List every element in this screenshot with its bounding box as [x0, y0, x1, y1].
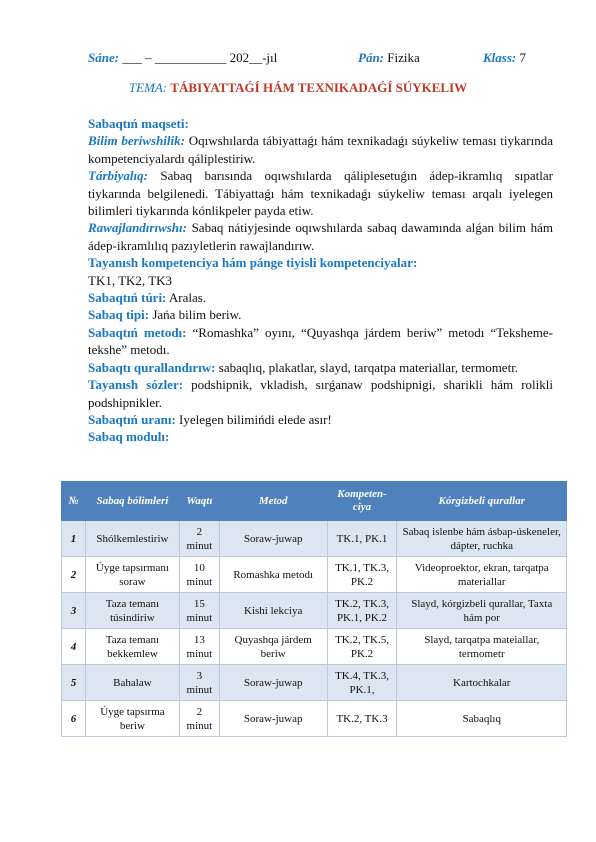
cell-number: 2	[62, 557, 86, 593]
lesson-type	[88, 306, 553, 323]
lesson-equipment	[88, 359, 553, 376]
cell-time: 2 minut	[179, 701, 219, 737]
cell-competency: TK.2, TK.3, PK.1, PK.2	[327, 593, 397, 629]
cell-section: Taza temanı túsindiriw	[85, 593, 179, 629]
cell-method: Romashka metodı	[219, 557, 327, 593]
goals-heading: Sabaqtıń maqseti:	[88, 116, 189, 131]
header-aids: Kórgizbeli qurallar	[397, 482, 567, 521]
cell-aids: Kartochkalar	[397, 665, 567, 701]
cell-section: Taza temanı bekkemlew	[85, 629, 179, 665]
table-header-row	[62, 482, 567, 521]
cell-competency: TK.2, TK.5, PK.2	[327, 629, 397, 665]
cell-competency: TK.1, TK.3, PK.2	[327, 557, 397, 593]
cell-number: 1	[62, 521, 86, 557]
cell-method: Soraw-juwap	[219, 701, 327, 737]
goal-development-text: Sabaq nátiyjesinde oqıwshılarda sabaq dawamında alǵan bilim hám ádep-ikramlılıq pazıyletlerin rawajlandırıw.	[88, 220, 553, 253]
competencies-value: TK1, TK2, TK3	[88, 272, 173, 288]
cell-method: Soraw-juwap	[219, 665, 327, 701]
module-heading: Sabaq modulı:	[88, 429, 170, 445]
header-section: Sabaq bólimleri	[85, 482, 179, 521]
lesson-motto-value: Iyelegen bilimińdi elede asır!	[175, 411, 332, 427]
lesson-type-label: Sabaq tipi:	[88, 307, 150, 323]
goal-education	[88, 132, 553, 167]
goal-upbringing	[88, 167, 553, 219]
cell-time: 10 minut	[179, 557, 219, 593]
key-words-label: Tayanısh sózler:	[88, 377, 184, 393]
competencies-heading: Tayanısh kompetenciya hám pánge tiyisli kompetenciyalar:	[88, 255, 418, 271]
subject-value: Fizika	[387, 50, 420, 65]
topic-title	[0, 80, 596, 96]
table-row	[62, 701, 567, 737]
goal-development	[88, 219, 553, 254]
cell-competency: TK.2, TK.3	[327, 701, 397, 737]
subject-field	[358, 50, 420, 66]
cell-section: Úyge tapsırma beriw	[85, 701, 179, 737]
lesson-kind	[88, 289, 553, 306]
lesson-method-value: “Romashka” oyını, “Quyashqa járdem beriw” metodı “Teksheme-tekshe” metodı.	[88, 324, 553, 358]
table-row	[62, 629, 567, 665]
lesson-equipment-value: sabaqlıq, plakatlar, slayd, tarqatpa materiallar, termometr.	[215, 359, 519, 375]
table-row	[62, 557, 567, 593]
goal-upbringing-label: Tárbiyalıq:	[88, 168, 148, 184]
cell-number: 5	[62, 665, 86, 701]
goal-upbringing-text: Sabaq barısında oqıwshılarda qáliplesetuǵın ádep-ikramlıq sıpatlar tiykarında belgilenedi. Tábiyattaǵı hám texnikadaǵı súykeliw teması arqalı iyelegen bilimleri tiykarında kónlikpeler payda etiw.	[88, 168, 553, 219]
goal-education-text: Oqıwshılarda tábiyattaǵı hám texnikadaǵı súykeliw teması tiykarında kompetenciyalardı qáliplestiriw.	[88, 133, 553, 166]
cell-time: 13 minut	[179, 629, 219, 665]
table-row	[62, 521, 567, 557]
header-number: №	[62, 482, 86, 521]
date-label: Sáne:	[88, 50, 120, 65]
cell-aids: Slayd, tarqatpa mateiallar, termometr	[397, 629, 567, 665]
goal-education-label: Bilim beriwshilik:	[88, 133, 185, 149]
cell-section: Úyge tapsırmanı soraw	[85, 557, 179, 593]
table-row	[62, 665, 567, 701]
key-words-value: podshipnik, vkladish, sırǵanaw podshipnigi, sharikli hám rolikli podshipnikler.	[88, 377, 553, 410]
cell-time: 2 minut	[179, 521, 219, 557]
lesson-module-table	[61, 481, 567, 737]
cell-number: 6	[62, 701, 86, 737]
lesson-kind-value: Aralas.	[166, 290, 207, 306]
cell-number: 3	[62, 593, 86, 629]
lesson-motto	[88, 411, 553, 428]
lesson-method	[88, 324, 553, 359]
lesson-motto-label: Sabaqtıń uranı:	[88, 411, 176, 427]
key-words	[88, 376, 553, 411]
lesson-method-label: Sabaqtıń metodı:	[88, 324, 187, 340]
cell-aids: Sabaqlıq	[397, 701, 567, 737]
class-label: Klass:	[483, 50, 517, 65]
class-field	[483, 50, 526, 66]
cell-aids: Sabaq islenbe hám ásbap-úskeneler, dápter, ruchka	[397, 521, 567, 557]
lesson-equipment-label: Sabaqtı qurallandırıw:	[88, 359, 216, 375]
header-method: Metod	[219, 482, 327, 521]
cell-method: Quyashqa járdem beriw	[219, 629, 327, 665]
cell-time: 15 minut	[179, 593, 219, 629]
cell-section: Bahalaw	[85, 665, 179, 701]
date-value: ___ – ___________ 202__-jıl	[122, 50, 278, 65]
lesson-details	[88, 115, 553, 446]
cell-time: 3 minut	[179, 665, 219, 701]
cell-method: Soraw-juwap	[219, 521, 327, 557]
cell-aids: Videoproektor, ekran, tarqatpa materiallar	[397, 557, 567, 593]
cell-section: Shólkemlestiriw	[85, 521, 179, 557]
class-value: 7	[519, 50, 526, 65]
cell-competency: TK.1, PK.1	[327, 521, 397, 557]
cell-method: Kishi lekciya	[219, 593, 327, 629]
date-field	[88, 50, 277, 66]
lesson-kind-label: Sabaqtıń túri:	[88, 290, 167, 306]
header-competency: Kompeten- ciya	[327, 482, 397, 521]
header-time: Waqtı	[179, 482, 219, 521]
cell-number: 4	[62, 629, 86, 665]
cell-aids: Slayd, kórgizbeli qurallar, Taxta hám por	[397, 593, 567, 629]
topic-value: TÁBIYATTAǴÍ HÁM TEXNIKADAǴÍ SÚYKELIW	[170, 80, 468, 95]
lesson-type-value: Jańa bilim beriw.	[149, 307, 242, 323]
goal-development-label: Rawajlandırıwshı:	[88, 220, 187, 236]
cell-competency: TK.4, TK.3, PK.1,	[327, 665, 397, 701]
subject-label: Pán:	[358, 50, 384, 65]
topic-label: TEMA:	[128, 80, 168, 95]
table-row	[62, 593, 567, 629]
